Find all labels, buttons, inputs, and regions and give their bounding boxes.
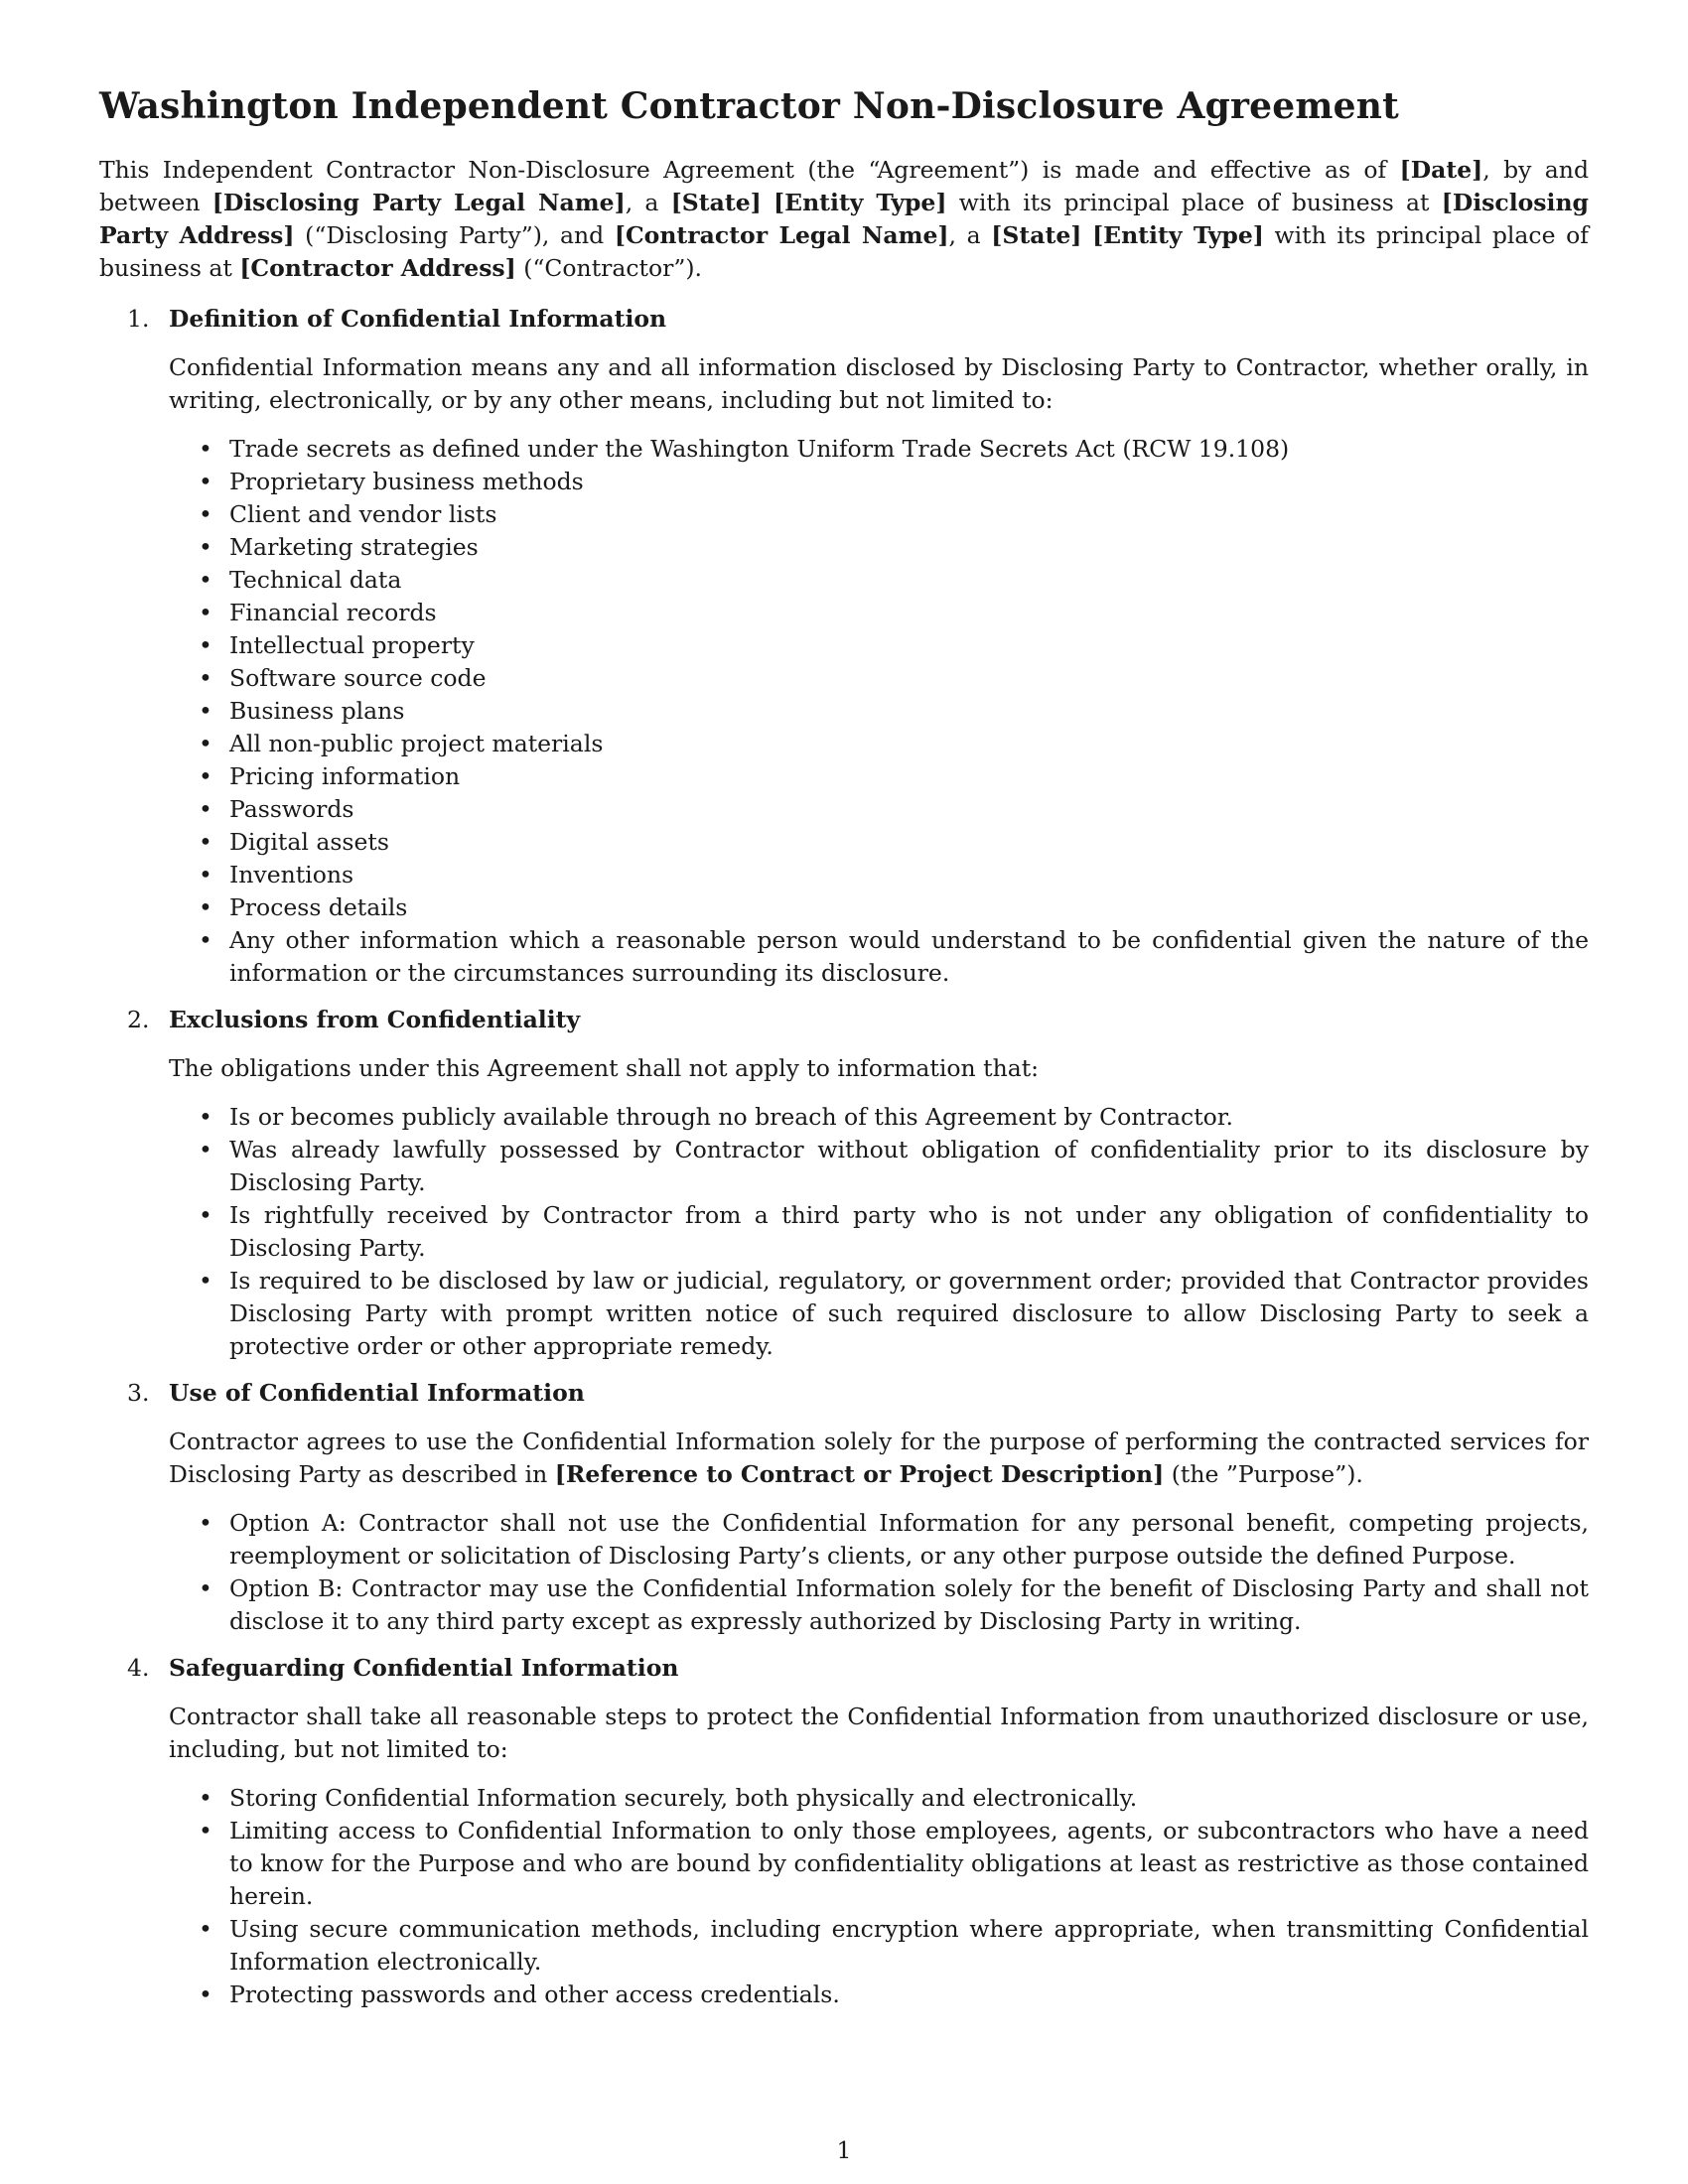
bullet-list [169, 433, 1589, 990]
document-title: Washington Independent Contractor Non-Disclosure Agreement [99, 85, 1399, 127]
list-item: • Trade secrets as defined under the Washington Uniform Trade Secrets Act (RCW 19.108) [169, 433, 1589, 466]
list-item: • Was already lawfully possessed by Contractor without obligation of confidentiality prior to its disclosure by Disclosing Party. [169, 1134, 1589, 1199]
contractor-address-placeholder: [Contractor Address] [239, 254, 516, 283]
list-item: • Limiting access to Confidential Information to only those employees, agents, or subcontractors who have a need to know for the Purpose and who are bound by confidentiality obligations at least as restrictive as those contained herein. [169, 1815, 1589, 1913]
section-title: Use of Confidential Information [169, 1379, 585, 1408]
list-item: • Inventions [169, 859, 1589, 891]
sections-list [99, 303, 1589, 2011]
list-item: • Technical data [169, 564, 1589, 597]
intro-text: , by and between [99, 156, 1589, 217]
intro-text [1081, 221, 1092, 249]
section-body: The obligations under this Agreement shall not apply to information that: [169, 1054, 1040, 1083]
disclosing-party-name-placeholder: [Disclosing Party Legal Name] [211, 189, 626, 217]
contract-reference-placeholder: [Reference to Contract or Project Description] [554, 1460, 1165, 1489]
intro-text: This Independent Contractor Non-Disclosure Agreement (the “Agreement”) is made and effective as of [99, 156, 1400, 185]
page-number: 1 [836, 2136, 852, 2164]
list-item: • Protecting passwords and other access credentials. [169, 1979, 1589, 2011]
list-item: • Passwords [169, 793, 1589, 826]
list-item: • Proprietary business methods [169, 466, 1589, 498]
list-item: • Digital assets [169, 826, 1589, 859]
intro-text: with its principal place of business at [99, 221, 1589, 283]
list-item: • Process details [169, 891, 1589, 924]
list-item: • Any other information which a reasonable person would understand to be confidential given the nature of the information or the circumstances surrounding its disclosure. [169, 924, 1589, 990]
list-item: • Intellectual property [169, 629, 1589, 662]
section-body: Confidential Information means any and all information disclosed by Disclosing Party to Contractor, whether orally, in writing, electronically, or by any other means, including but not limited to: [169, 353, 1589, 415]
section-body [169, 1426, 1589, 1491]
section-title: Definition of Confidential Information [169, 305, 667, 334]
list-item: • Client and vendor lists [169, 498, 1589, 531]
list-item: • Option B: Contractor may use the Confidential Information solely for the benefit of Disclosing Party and shall not disclose it to any third party except as expressly authorized by Disclosing Party in writing. [169, 1572, 1589, 1638]
list-item: • Using secure communication methods, including encryption where appropriate, when transmitting Confidential Information electronically. [169, 1913, 1589, 1979]
document-page [99, 85, 1589, 2025]
intro-text: (“Contractor”). [515, 254, 703, 283]
disclosing-entity-type-placeholder: [Entity Type] [774, 189, 947, 217]
list-item: • Business plans [169, 695, 1589, 728]
date-placeholder: [Date] [1399, 156, 1483, 185]
bullet-list [169, 1101, 1589, 1363]
bullet-list [169, 1782, 1589, 2011]
list-item: • Option A: Contractor shall not use the Confidential Information for any personal benefit, competing projects, reemployment or solicitation of Disclosing Party’s clients, or any other purpose outside the defined Purpose. [169, 1507, 1589, 1572]
disclosing-state-placeholder: [State] [670, 189, 762, 217]
section-body-text: Contractor agrees to use the Confidential Information solely for the purpose of performing the contracted services for Disclosing Party as described in [169, 1428, 1589, 1489]
list-item: • Is required to be disclosed by law or judicial, regulatory, or government order; provided that Contractor provides Disclosing Party with prompt written notice of such required disclosure to allow Disclosing Party to seek a protective order or other appropriate remedy. [169, 1265, 1589, 1363]
intro-text: (“Disclosing Party”), and [294, 221, 615, 250]
section-definition [99, 303, 1589, 990]
section-number: 4. [127, 1654, 150, 1683]
list-item: • Financial records [169, 597, 1589, 629]
contractor-entity-type-placeholder: [Entity Type] [1092, 221, 1264, 250]
list-item: • Software source code [169, 662, 1589, 695]
list-item: • Storing Confidential Information securely, both physically and electronically. [169, 1782, 1589, 1815]
section-title: Safeguarding Confidential Information [169, 1654, 679, 1683]
bullet-list [169, 1507, 1589, 1638]
list-item: • Is rightfully received by Contractor from a third party who is not under any obligation of confidentiality to Disclosing Party. [169, 1199, 1589, 1265]
intro-text: , a [625, 189, 671, 217]
section-title: Exclusions from Confidentiality [169, 1006, 581, 1034]
intro-text: , a [948, 221, 992, 250]
intro-paragraph [99, 154, 1589, 285]
list-item: • Marketing strategies [169, 531, 1589, 564]
section-number: 1. [127, 305, 150, 334]
disclosing-party-address-placeholder: [Disclosing Party Address] [99, 189, 1589, 250]
list-item: • Is or becomes publicly available through no breach of this Agreement by Contractor. [169, 1101, 1589, 1134]
contractor-name-placeholder: [Contractor Legal Name] [614, 221, 949, 250]
list-item: • Pricing information [169, 760, 1589, 793]
intro-text [762, 189, 774, 216]
section-exclusions [99, 1004, 1589, 1363]
list-item: • All non-public project materials [169, 728, 1589, 760]
section-safeguarding [99, 1652, 1589, 2011]
section-number: 3. [127, 1379, 150, 1408]
intro-text: with its principal place of business at [946, 189, 1442, 217]
section-use [99, 1377, 1589, 1638]
section-body: Contractor shall take all reasonable steps to protect the Confidential Information from unauthorized disclosure or use, including, but not limited to: [169, 1703, 1589, 1764]
section-body-text: (the ”Purpose”). [1164, 1460, 1363, 1489]
section-number: 2. [127, 1006, 150, 1034]
contractor-state-placeholder: [State] [991, 221, 1082, 250]
